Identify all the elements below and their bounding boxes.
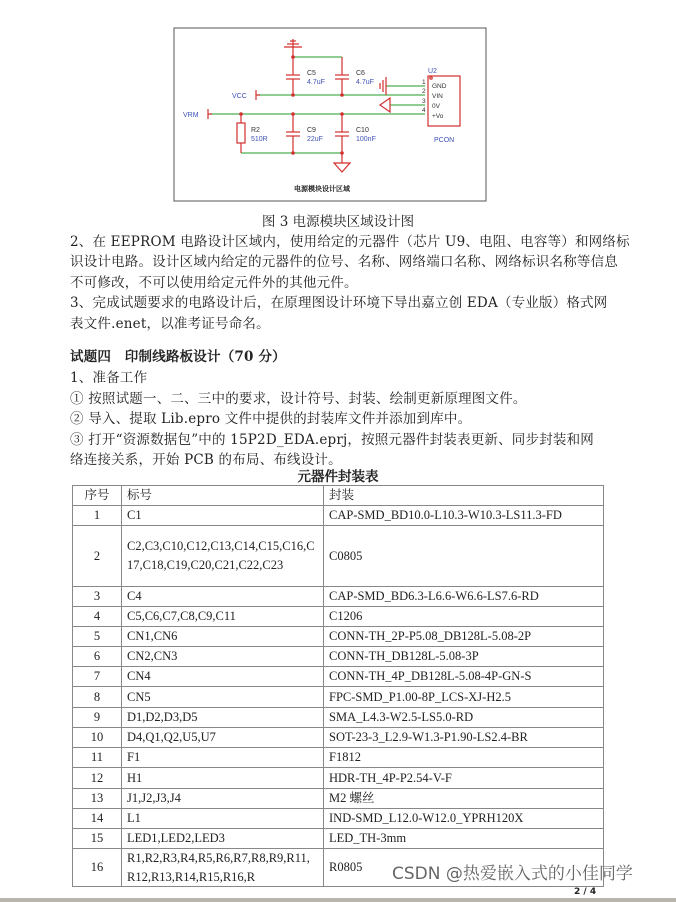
row-package: R0805 [324, 849, 604, 886]
table-header-row [72, 485, 604, 505]
u2-pin2-num: 2 [422, 88, 426, 95]
table-row [72, 626, 604, 646]
section-line: 络连接关系，开始 PCB 的布局、布线设计。 [70, 452, 342, 468]
paragraph-line: 3、完成试题要求的电路设计后，在原理图设计环境下导出嘉立创 EDA（专业版）格式网 [70, 295, 608, 311]
table-row [72, 727, 604, 747]
row-package: CAP-SMD_BD10.0-L10.3-W10.3-LS11.3-FD [324, 506, 604, 525]
row-designators: H1 [122, 768, 324, 788]
section-line: ② 导入、提取 Lib.epro 文件中提供的封装库文件并添加到库中。 [70, 411, 472, 427]
row-designators: CN1,CN6 [122, 627, 324, 646]
c9-value: 22uF [307, 136, 323, 143]
row-index: 12 [72, 768, 122, 788]
row-designators: F1 [122, 748, 324, 767]
u2-pin4-num: 4 [422, 107, 426, 114]
row-package: HDR-TH_4P-P2.54-V-F [324, 768, 604, 788]
figure-caption: 图 3 电源模块区域设计图 [261, 214, 415, 230]
row-package: CONN-TH_DB128L-5.08-3P [324, 647, 604, 666]
u2-pin2-name: VIN [432, 93, 443, 100]
c6-value: 4.7uF [356, 79, 374, 86]
power-module-schematic [170, 25, 490, 205]
row-designators: LED1,LED2,LED3 [122, 829, 324, 848]
table-row [72, 525, 604, 586]
r2-value: 510R [251, 136, 268, 143]
row-designators: CN2,CN3 [122, 647, 324, 666]
table-title: 元器件封装表 [297, 469, 379, 485]
u2-pin3-name: 0V [432, 103, 440, 110]
row-designators: C4 [122, 587, 324, 606]
row-package: C1206 [324, 607, 604, 626]
c5-value: 4.7uF [307, 79, 325, 86]
row-designators: C5,C6,C7,C8,C9,C11 [122, 607, 324, 626]
row-index: 16 [72, 849, 122, 886]
row-package: C0805 [324, 526, 604, 586]
vrm-label: VRM [183, 112, 199, 119]
component-package-table [72, 485, 604, 886]
header-package: 封装 [324, 486, 604, 505]
row-index: 2 [72, 526, 122, 586]
u2-pin4-name: +Vo [432, 113, 444, 120]
u2-ref: U2 [428, 68, 437, 75]
row-index: 6 [72, 647, 122, 666]
row-package: SMA_L4.3-W2.5-LS5.0-RD [324, 708, 604, 727]
section-line: ① 按照试题一、二、三中的要求，设计符号、封装、绘制更新原理图文件。 [70, 391, 527, 407]
vcc-label: VCC [232, 93, 247, 100]
watermark: CSDN @热爱嵌入式的小佳同学 [392, 864, 633, 884]
section-line: 1、准备工作 [70, 370, 148, 386]
header-index: 序号 [72, 486, 122, 505]
row-designators: R1,R2,R3,R4,R5,R6,R7,R8,R9,R11,R12,R13,R14,R15,R16,R [122, 849, 324, 886]
u2-pin3-num: 3 [422, 98, 426, 105]
row-designators: D1,D2,D3,D5 [122, 708, 324, 727]
c10-value: 100nF [356, 136, 376, 143]
c6-ref: C6 [356, 70, 365, 77]
schematic-title: 电源模块设计区域 [294, 186, 350, 193]
table-row [72, 828, 604, 848]
table-row [72, 767, 604, 788]
c5-ref: C5 [307, 70, 316, 77]
row-package: F1812 [324, 748, 604, 767]
paragraph-line: 不可修改，不可以使用给定元件外的其他元件。 [70, 275, 358, 291]
row-index: 11 [72, 748, 122, 767]
header-designator: 标号 [122, 486, 324, 505]
section-heading: 试题四 印制线路板设计（70 分） [70, 349, 286, 365]
row-designators: L1 [122, 809, 324, 828]
row-designators: CN5 [122, 687, 324, 707]
table-row [72, 666, 604, 686]
row-package: FPC-SMD_P1.00-8P_LCS-XJ-H2.5 [324, 687, 604, 707]
row-package: IND-SMD_L12.0-W12.0_YPRH120X [324, 809, 604, 828]
u2-name: PCON [434, 137, 455, 144]
table-row [72, 808, 604, 828]
row-index: 4 [72, 607, 122, 626]
table-row [72, 747, 604, 767]
table-row [72, 505, 604, 525]
row-designators: D4,Q1,Q2,U5,U7 [122, 728, 324, 747]
table-row [72, 586, 604, 606]
row-package: LED_TH-3mm [324, 829, 604, 848]
page-number: 2 / 4 [574, 887, 597, 897]
table-row [72, 646, 604, 666]
row-index: 3 [72, 587, 122, 606]
row-package: SOT-23-3_L2.9-W1.3-P1.90-LS2.4-BR [324, 728, 604, 747]
u2-pin1-name: GND [432, 83, 447, 90]
row-index: 9 [72, 708, 122, 727]
row-index: 15 [72, 829, 122, 848]
row-package: CONN-TH_2P-P5.08_DB128L-5.08-2P [324, 627, 604, 646]
table-row [72, 606, 604, 626]
row-index: 14 [72, 809, 122, 828]
paragraph-line: 2、在 EEPROM 电路设计区域内，使用给定的元器件（芯片 U9、电阻、电容等）和网络标 [70, 234, 630, 250]
c9-ref: C9 [307, 127, 316, 134]
row-package: CONN-TH_4P_DB128L-5.08-4P-GN-S [324, 667, 604, 686]
row-index: 7 [72, 667, 122, 686]
section-line: ③ 打开“资源数据包”中的 15P2D_EDA.eprj，按照元器件封装表更新、同步封装和网 [70, 432, 594, 448]
page-bottom-divider [0, 898, 676, 902]
row-package: CAP-SMD_BD6.3-L6.6-W6.6-LS7.6-RD [324, 587, 604, 606]
row-designators: J1,J2,J3,J4 [122, 789, 324, 808]
row-index: 5 [72, 627, 122, 646]
r2-ref: R2 [251, 127, 260, 134]
row-package: M2 螺丝 [324, 789, 604, 808]
row-designators: C1 [122, 506, 324, 525]
row-designators: CN4 [122, 667, 324, 686]
row-designators: C2,C3,C10,C12,C13,C14,C15,C16,C17,C18,C19,C20,C21,C22,C23 [122, 526, 324, 586]
paragraph-line: 表文件.enet，以准考证号命名。 [70, 316, 270, 332]
table-row [72, 707, 604, 727]
row-index: 13 [72, 789, 122, 808]
u2-pin1-num: 1 [422, 79, 426, 86]
table-row [72, 686, 604, 707]
c10-ref: C10 [356, 127, 369, 134]
row-index: 10 [72, 728, 122, 747]
table-row [72, 788, 604, 808]
row-index: 1 [72, 506, 122, 525]
row-index: 8 [72, 687, 122, 707]
paragraph-line: 识设计电路。设计区域内给定的元器件的位号、名称、网络端口名称、网络标识名称等信息 [70, 254, 618, 270]
